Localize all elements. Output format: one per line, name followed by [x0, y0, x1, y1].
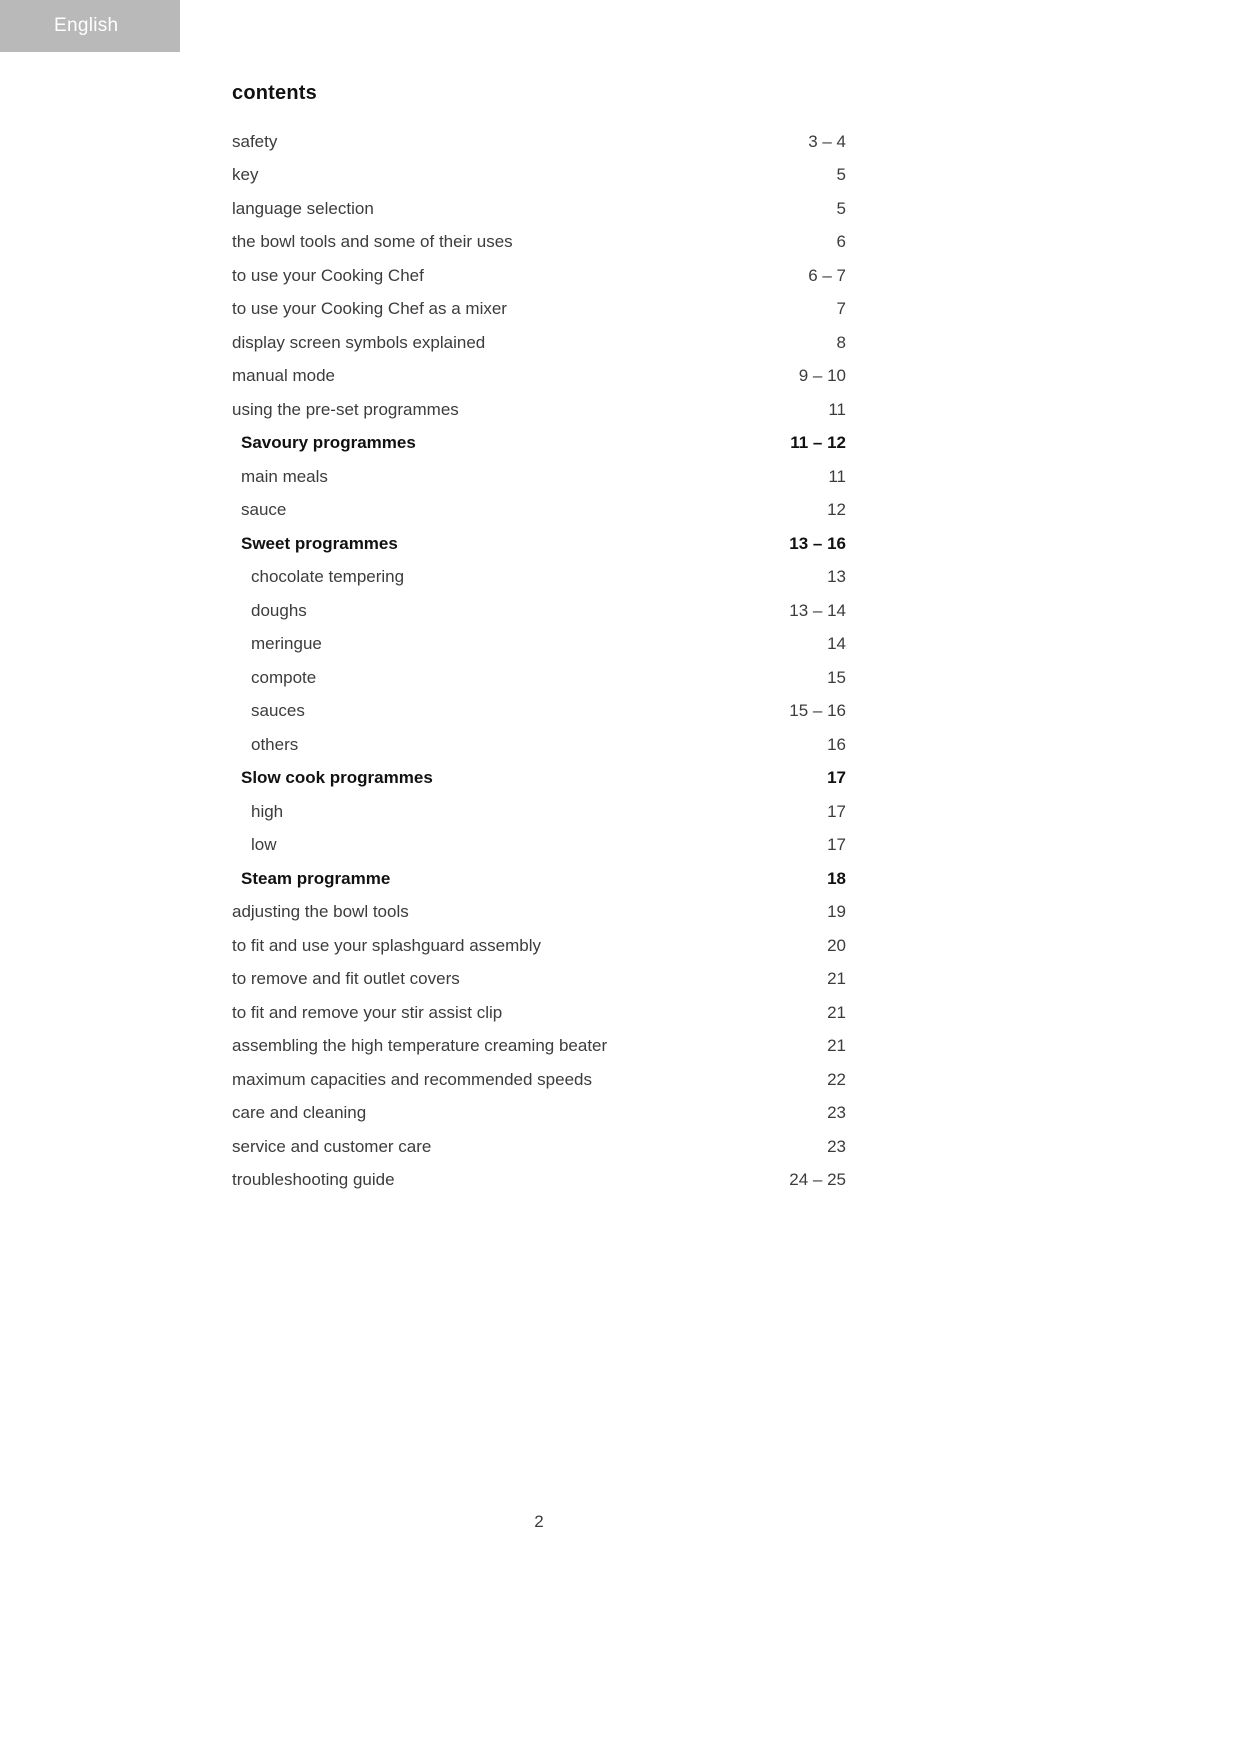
- toc-entry-label: Steam programme: [241, 868, 391, 888]
- toc-entry-pages: 6 – 7: [808, 265, 846, 285]
- toc-entry-label: sauces: [251, 701, 305, 721]
- toc-entry-pages: 17: [827, 835, 846, 855]
- toc-entry-pages: 6: [836, 232, 846, 252]
- toc-entry-pages: 12: [827, 500, 846, 520]
- toc-entry-pages: 21: [827, 1036, 846, 1056]
- toc-row: [232, 259, 846, 293]
- toc-row: [232, 326, 846, 360]
- toc-entry-label: care and cleaning: [232, 1103, 367, 1123]
- toc-row: [232, 1063, 846, 1097]
- toc-row: [232, 460, 846, 494]
- toc-entry-pages: 15: [827, 667, 846, 687]
- toc-row: [232, 862, 846, 896]
- page-number-footer: 2: [534, 1512, 544, 1531]
- toc-entry-pages: 23: [827, 1136, 846, 1156]
- toc-entry-label: assembling the high temperature creaming beater: [232, 1036, 608, 1056]
- toc-row: [232, 527, 846, 561]
- toc-row: [232, 661, 846, 695]
- toc-row: [232, 192, 846, 226]
- toc-entry-label: safety: [232, 131, 278, 151]
- toc-entry-pages: 19: [827, 902, 846, 922]
- toc-entry-pages: 13 – 14: [789, 600, 846, 620]
- toc-entry-pages: 18: [827, 868, 846, 888]
- toc-entry-pages: 15 – 16: [789, 701, 846, 721]
- toc-row: [232, 159, 846, 193]
- toc-entry-pages: 21: [827, 969, 846, 989]
- toc-entry-label: chocolate tempering: [251, 567, 405, 587]
- toc-entry-label: to use your Cooking Chef: [232, 265, 424, 285]
- toc-entry-pages: 16: [827, 734, 846, 754]
- toc-entry-pages: 20: [827, 935, 846, 955]
- toc-row: [232, 996, 846, 1030]
- toc-entry-pages: 11: [828, 399, 846, 419]
- toc-entry-pages: 17: [827, 801, 846, 821]
- toc-row: [232, 695, 846, 729]
- toc-row: [232, 427, 846, 461]
- toc-row: [232, 829, 846, 863]
- language-tab: [0, 0, 180, 52]
- language-tab-label: English: [54, 15, 119, 36]
- toc-entry-label: to remove and fit outlet covers: [232, 969, 460, 989]
- toc-row: [232, 360, 846, 394]
- toc-entry-label: low: [251, 835, 277, 855]
- toc-row: [232, 226, 846, 260]
- toc-entry-pages: 17: [827, 768, 846, 788]
- toc-entry-label: high: [251, 801, 284, 821]
- toc-entry-label: Savoury programmes: [241, 433, 416, 453]
- toc-entry-label: others: [251, 734, 299, 754]
- toc-row: [232, 628, 846, 662]
- toc-entry-pages: 11 – 12: [790, 433, 846, 453]
- toc-row: [232, 929, 846, 963]
- toc-entry-label: compote: [251, 667, 317, 687]
- toc-row: [232, 762, 846, 796]
- toc-entry-label: troubleshooting guide: [232, 1170, 395, 1190]
- toc-entry-label: using the pre-set programmes: [232, 399, 459, 419]
- toc-entry-label: key: [232, 165, 259, 185]
- toc-entry-label: display screen symbols explained: [232, 332, 486, 352]
- toc-entry-label: main meals: [241, 466, 328, 486]
- contents-page: [232, 82, 846, 1197]
- toc-row: [232, 896, 846, 930]
- toc-entry-pages: 5: [836, 165, 846, 185]
- toc-row: [232, 795, 846, 829]
- toc-entry-pages: 21: [827, 1002, 846, 1022]
- toc-row: [232, 125, 846, 159]
- toc-entry-pages: 24 – 25: [789, 1170, 846, 1190]
- toc-entry-label: the bowl tools and some of their uses: [232, 232, 513, 252]
- toc-entry-pages: 14: [827, 634, 846, 654]
- toc-entry-pages: 9 – 10: [798, 366, 846, 386]
- toc-entry-pages: 22: [827, 1069, 846, 1089]
- toc-entry-pages: 23: [827, 1103, 846, 1123]
- toc-entry-label: to fit and remove your stir assist clip: [232, 1002, 503, 1022]
- toc-entry-label: to fit and use your splashguard assembly: [232, 935, 542, 955]
- toc-row: [232, 594, 846, 628]
- toc-entry-label: adjusting the bowl tools: [232, 902, 409, 922]
- toc-row: [232, 1030, 846, 1064]
- toc-row: [232, 393, 846, 427]
- toc-entry-label: maximum capacities and recommended speeds: [232, 1069, 593, 1089]
- toc-entry-pages: 13: [827, 567, 846, 587]
- toc-row: [232, 1130, 846, 1164]
- toc-entry-label: language selection: [232, 198, 374, 218]
- toc-row: [232, 561, 846, 595]
- toc-entry-pages: 5: [836, 198, 846, 218]
- toc-entry-label: manual mode: [232, 366, 336, 386]
- toc-entry-pages: 7: [836, 299, 846, 319]
- toc-entry-label: to use your Cooking Chef as a mixer: [232, 299, 507, 319]
- toc-entry-label: sauce: [241, 500, 287, 520]
- page-title: contents: [232, 82, 317, 104]
- toc-row: [232, 293, 846, 327]
- toc-entry-label: Sweet programmes: [241, 533, 398, 553]
- toc-entry-pages: 3 – 4: [808, 131, 846, 151]
- toc-entry-label: service and customer care: [232, 1136, 432, 1156]
- toc-entry-pages: 13 – 16: [789, 533, 846, 553]
- toc-row: [232, 494, 846, 528]
- toc-entry-label: doughs: [251, 600, 307, 620]
- toc-row: [232, 1164, 846, 1198]
- toc-entry-label: Slow cook programmes: [241, 768, 433, 788]
- toc-entry-label: meringue: [251, 634, 322, 654]
- toc-entry-pages: 8: [836, 332, 846, 352]
- toc-row: [232, 728, 846, 762]
- toc-row: [232, 963, 846, 997]
- toc-entry-pages: 11: [828, 466, 846, 486]
- toc-list: [232, 125, 846, 1197]
- toc-row: [232, 1097, 846, 1131]
